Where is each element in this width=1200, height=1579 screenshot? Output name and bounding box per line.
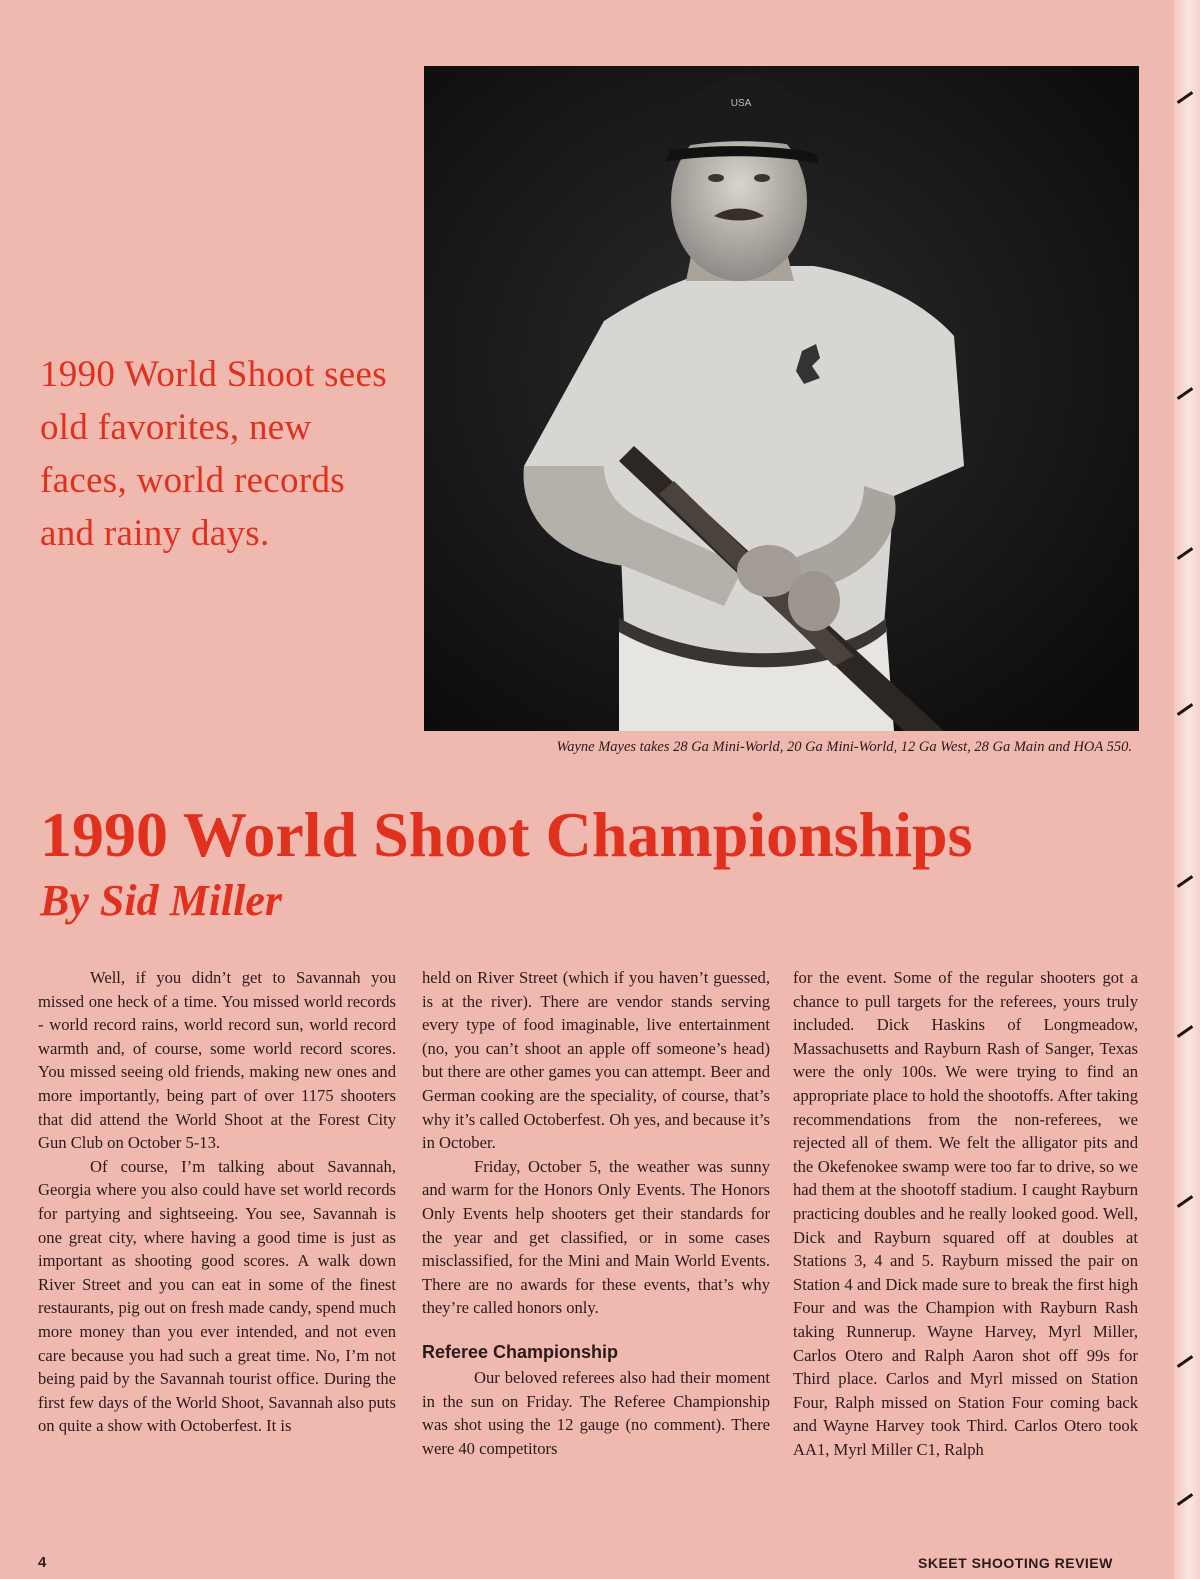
edge-tick	[1177, 547, 1193, 560]
edge-tick	[1177, 1493, 1193, 1506]
edge-tick	[1177, 1195, 1193, 1208]
edge-tick	[1177, 1025, 1193, 1038]
edge-tick	[1177, 1355, 1193, 1368]
article-column-2	[422, 966, 770, 1460]
publication-name: SKEET SHOOTING REVIEW	[918, 1555, 1113, 1571]
edge-tick	[1177, 387, 1193, 400]
cap-emblem-text: USA	[730, 98, 752, 109]
paragraph: held on River Street (which if you haven’t guessed, is at the river). There are vendor stands serving every type of food imaginable, live entertainment (no, you can’t shoot an apple off someone’s head) but there are other games you can attempt. Beer and German cooking are the speciality, of course, that’s why it’s called Octoberfest. Oh yes, and because it’s in October.	[422, 968, 770, 1153]
paragraph: Well, if you didn’t get to Savannah you missed one heck of a time. You missed world records - world record rains, world record sun, world record warmth and, of course, some world record scores. You missed seeing old friends, making new ones and more importantly, being part of over 1175 shooters that did attend the World Shoot at the Forest City Gun Club on October 5-13.	[38, 968, 396, 1153]
article-column-3	[793, 966, 1138, 1461]
article-column-1	[38, 966, 396, 1438]
edge-tick	[1177, 703, 1193, 716]
section-heading: Referee Championship	[422, 1341, 619, 1362]
photo-caption: Wayne Mayes takes 28 Ga Mini-World, 20 Ga Mini-World, 12 Ga West, 28 Ga Main and HOA 550.	[556, 739, 1132, 755]
paragraph: Our beloved referees also had their moment in the sun on Friday. The Referee Championship was shot using the 12 gauge (no comment). There were 40 competitors	[422, 1367, 770, 1458]
page-number: 4	[38, 1554, 47, 1571]
paragraph: for the event. Some of the regular shooters got a chance to pull targets for the referees, yours truly included. Dick Haskins of Longmeadow, Massachusetts and Rayburn Rash of Sanger, Texas were the only 100s. We were trying to find an appropriate place to hold the shootoffs. After taking recommendations from the non-referees, we rejected all of them. We felt the alligator pits and the Okefenokee swamp were too far to drive, so we had them at the shootoff stadium. I caught Rayburn practicing doubles and he really looked good. Well, Dick and Rayburn squared off at doubles at Stations 3, 4 and 5. Rayburn missed the pair on Station 4 and Dick made sure to break the first high Four and was the Champion with Rayburn Rash taking Runnerup. Wayne Harvey, Myrl Miller, Carlos Otero and Ralph Aaron shot off 99s for Third place. Carlos and Myrl missed on Station Four, Ralph missed on Station Four coming back and Wayne Harvey took Third. Carlos Otero took AA1, Myrl Miller C1, Ralph	[793, 968, 1138, 1459]
paragraph: Friday, October 5, the weather was sunny and warm for the Honors Only Events. The Honors Only Events help shooters get their standards for the year and get classified, or in some cases misclassified, for the Mini and Main World Events. There are no awards for these events, that’s why they’re called honors only.	[422, 1156, 770, 1318]
article-byline: By Sid Miller	[40, 876, 283, 925]
article-title: 1990 World Shoot Championships	[40, 799, 973, 870]
edge-tick	[1177, 875, 1193, 888]
paragraph: Of course, I’m talking about Savannah, Georgia where you also could have set world records for partying and sightseeing. You see, Savannah is one great city, where having a good time is just as important as shooting good scores. A walk down River Street and you can eat in some of the finest restaurants, pig out on fresh made candy, spend much more money than you ever intended, and not even care because you had such a great time. No, I’m not being paid by the Savannah tourist office. During the first few days of the World Shoot, Savannah also puts on quite a show with Octoberfest. It is	[38, 1156, 396, 1436]
page-edge	[1174, 0, 1200, 1579]
article-deck: 1990 World Shoot sees old favorites, new faces, world records and rainy days.	[40, 354, 387, 554]
article-photo	[424, 66, 1139, 731]
edge-tick	[1177, 91, 1193, 104]
photo-illustration	[424, 66, 1139, 731]
